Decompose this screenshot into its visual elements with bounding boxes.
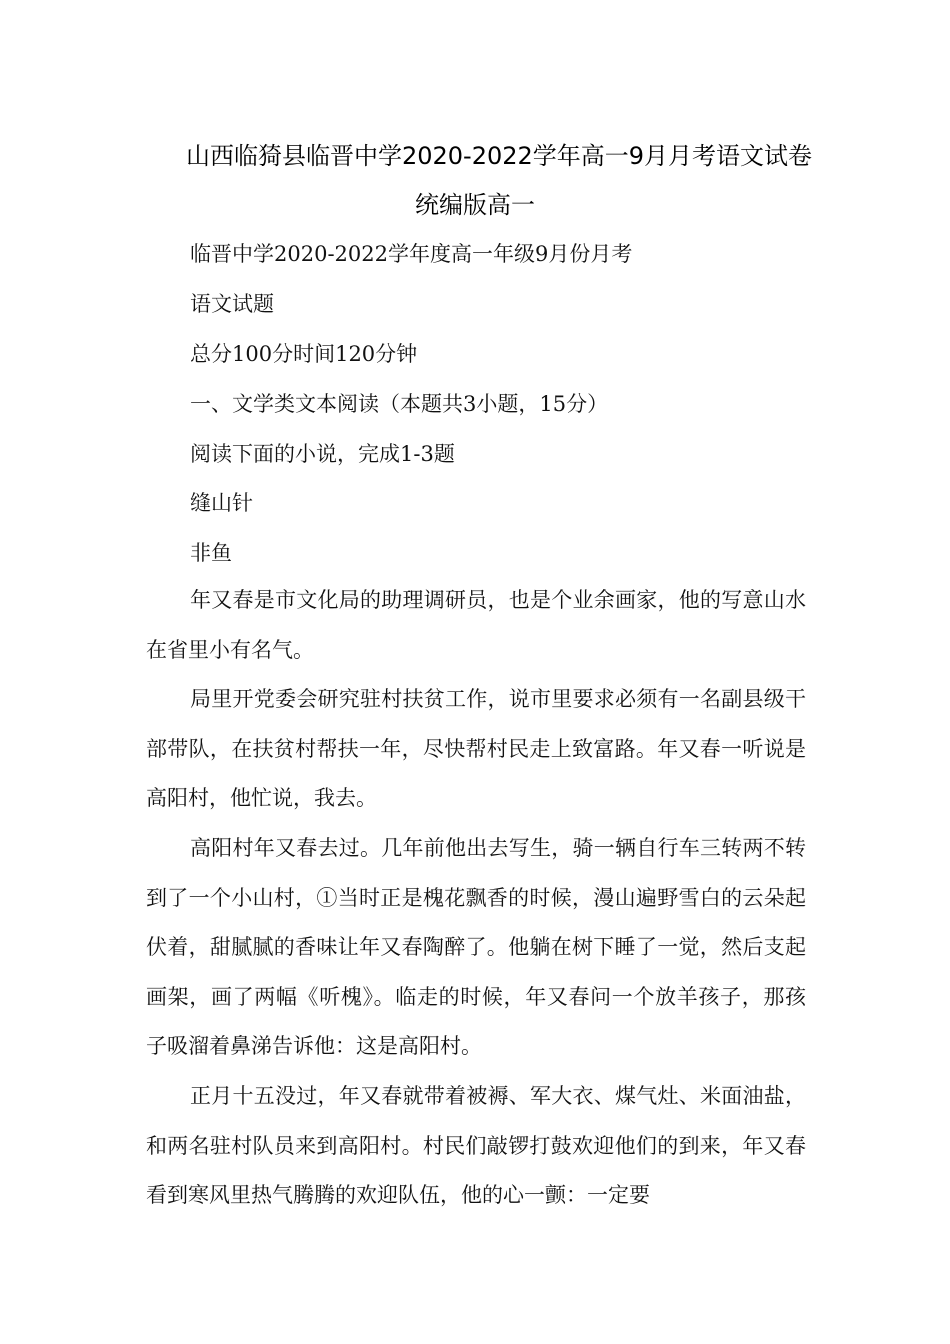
reading-instruction: 阅读下面的小说，完成1-3题: [190, 442, 455, 466]
document-subtitle: 统编版高一: [415, 191, 535, 219]
exam-header-line: 临晋中学2020-2022学年度高一年级9月份月考: [190, 242, 633, 266]
story-paragraph-1: 年又春是市文化局的助理调研员，也是个业余画家，他的写意山水在省里小有名气。: [146, 588, 806, 662]
exam-subject-line: 语文试题: [190, 292, 274, 316]
story-paragraph-4: 正月十五没过，年又春就带着被褥、军大衣、煤气灶、米面油盐，和两名驻村队员来到高阳村。村民们敲锣打鼓欢迎他们的到来，年又春看到寒风里热气腾腾的欢迎队伍，他的心一颤：一定要: [146, 1084, 806, 1207]
story-paragraph-2: 局里开党委会研究驻村扶贫工作，说市里要求必须有一名副县级干部带队，在扶贫村帮扶一年，尽快帮村民走上致富路。年又春一听说是高阳村，他忙说，我去。: [146, 687, 806, 810]
section-heading: 一、文学类文本阅读（本题共3小题，15分）: [190, 392, 609, 416]
story-paragraph-3: 高阳村年又春去过。几年前他出去写生，骑一辆自行车三转两不转到了一个小山村，①当时正是槐花飘香的时候，漫山遍野雪白的云朵起伏着，甜腻腻的香味让年又春陶醉了。他躺在树下睡了一觉，然后支起画架，画了两幅《听槐》。临走的时候，年又春问一个放羊孩子，那孩子吸溜着鼻涕告诉他：这是高阳村。: [146, 836, 806, 1058]
story-title: 缝山针: [190, 491, 253, 515]
document-title: 山西临猗县临晋中学2020-2022学年高一9月月考语文试卷: [185, 142, 813, 170]
story-author: 非鱼: [190, 541, 232, 565]
exam-score-time-line: 总分100分时间120分钟: [190, 342, 418, 366]
